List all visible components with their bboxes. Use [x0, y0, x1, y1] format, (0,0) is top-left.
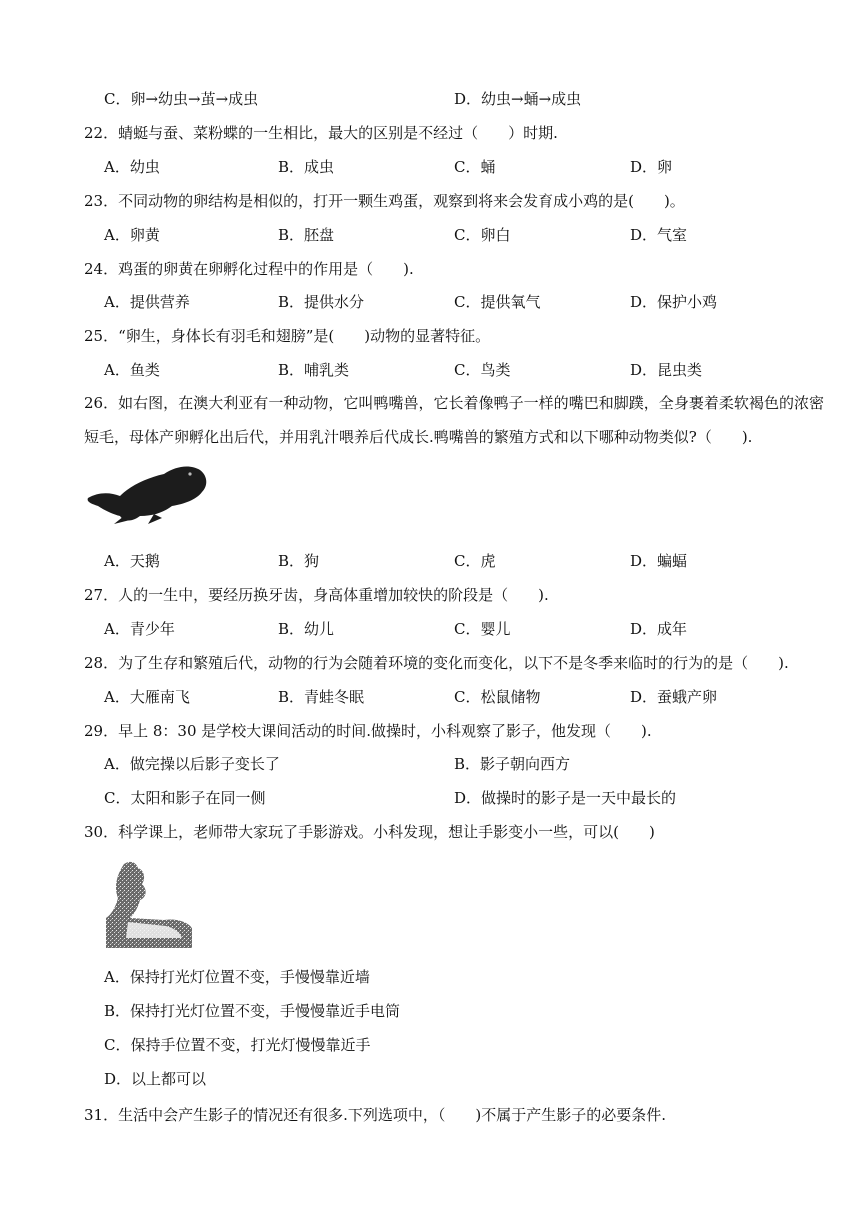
q30-option-c: C．保持手位置不变，打光灯慢慢靠近手 [104, 1036, 371, 1054]
q30-stem: 30．科学课上，老师带大家玩了手影游戏。小科发现，想让手影变小一些，可以( ) [84, 823, 655, 841]
q23-option-a: A．卵黄 [104, 226, 160, 244]
q24-stem: 24．鸡蛋的卵黄在卵孵化过程中的作用是（ ). [84, 260, 414, 278]
q29-stem: 29．早上 8：30 是学校大课间活动的时间.做操时，小科观察了影子，他发现（ ). [84, 722, 652, 740]
q29-option-c: C．太阳和影子在同一侧 [104, 789, 266, 807]
q27-option-d: D．成年 [630, 620, 688, 638]
q24-option-b: B．提供水分 [278, 293, 365, 311]
q25-option-a: A．鱼类 [104, 361, 160, 379]
q22-option-d: D．卵 [630, 158, 673, 176]
q25-option-b: B．哺乳类 [278, 361, 350, 379]
q27-option-c: C．婴儿 [454, 620, 511, 638]
q30-option-a: A．保持打光灯位置不变，手慢慢靠近墙 [104, 968, 370, 986]
q24-option-c: C．提供氧气 [454, 293, 541, 311]
q28-stem: 28．为了生存和繁殖后代，动物的行为会随着环境的变化而变化，以下不是冬季来临时的行为的是（ ). [84, 654, 789, 672]
q22-option-b: B．成虫 [278, 158, 335, 176]
q24-option-d: D．保护小鸡 [630, 293, 718, 311]
q28-option-a: A．大雁南飞 [104, 688, 190, 706]
q22-option-a: A．幼虫 [104, 158, 160, 176]
q25-stem: 25．“卵生，身体长有羽毛和翅膀”是( )动物的显著特征。 [84, 327, 491, 345]
q21-option-d: D．幼虫→蛹→成虫 [454, 90, 582, 108]
hand-shadow-image [104, 858, 194, 950]
q27-option-a: A．青少年 [104, 620, 175, 638]
q25-option-c: C．鸟类 [454, 361, 511, 379]
q22-stem: 22．蜻蜓与蚕、菜粉蝶的一生相比，最大的区别是不经过（ ）时期. [84, 124, 558, 142]
q30-option-b: B．保持打光灯位置不变，手慢慢靠近手电筒 [104, 1002, 401, 1020]
q27-stem: 27．人的一生中，要经历换牙齿，身高体重增加较快的阶段是（ ). [84, 586, 549, 604]
q26-stem: 26．如右图，在澳大利亚有一种动物，它叫鸭嘴兽，它长着像鸭子一样的嘴巴和脚蹼，全身裹着柔软褐色的浓密短毛，母体产卵孵化出后代，并用乳汁喂养后代成长.鸭嘴兽的繁殖方式和以下哪种动物类似?（ ). [84, 394, 824, 446]
q29-option-b: B．影子朝向西方 [454, 755, 571, 773]
q23-stem: 23．不同动物的卵结构是相似的，打开一颗生鸡蛋，观察到将来会发育成小鸡的是( )。 [84, 192, 685, 210]
platypus-image [84, 456, 214, 526]
q25-option-d: D．昆虫类 [630, 361, 703, 379]
q31-stem: 31．生活中会产生影子的情况还有很多.下列选项中，（ )不属于产生影子的必要条件. [84, 1106, 666, 1124]
q29-option-d: D．做操时的影子是一天中最长的 [454, 789, 677, 807]
q22-option-c: C．蛹 [454, 158, 496, 176]
q26-option-c: C．虎 [454, 552, 496, 570]
q28-option-c: C．松鼠储物 [454, 688, 541, 706]
q26-option-a: A．天鹅 [104, 552, 160, 570]
q30-option-d: D．以上都可以 [104, 1070, 207, 1088]
q28-option-b: B．青蛙冬眠 [278, 688, 365, 706]
q26-option-b: B．狗 [278, 552, 320, 570]
q26-option-d: D．蝙蝠 [630, 552, 688, 570]
q23-option-c: C．卵白 [454, 226, 511, 244]
q24-option-a: A．提供营养 [104, 293, 190, 311]
q23-option-d: D．气室 [630, 226, 688, 244]
q27-option-b: B．幼儿 [278, 620, 335, 638]
q21-option-c: C．卵→幼虫→茧→成虫 [104, 90, 259, 108]
q29-option-a: A．做完操以后影子变长了 [104, 755, 280, 773]
q23-option-b: B．胚盘 [278, 226, 335, 244]
q28-option-d: D．蚕蛾产卵 [630, 688, 718, 706]
